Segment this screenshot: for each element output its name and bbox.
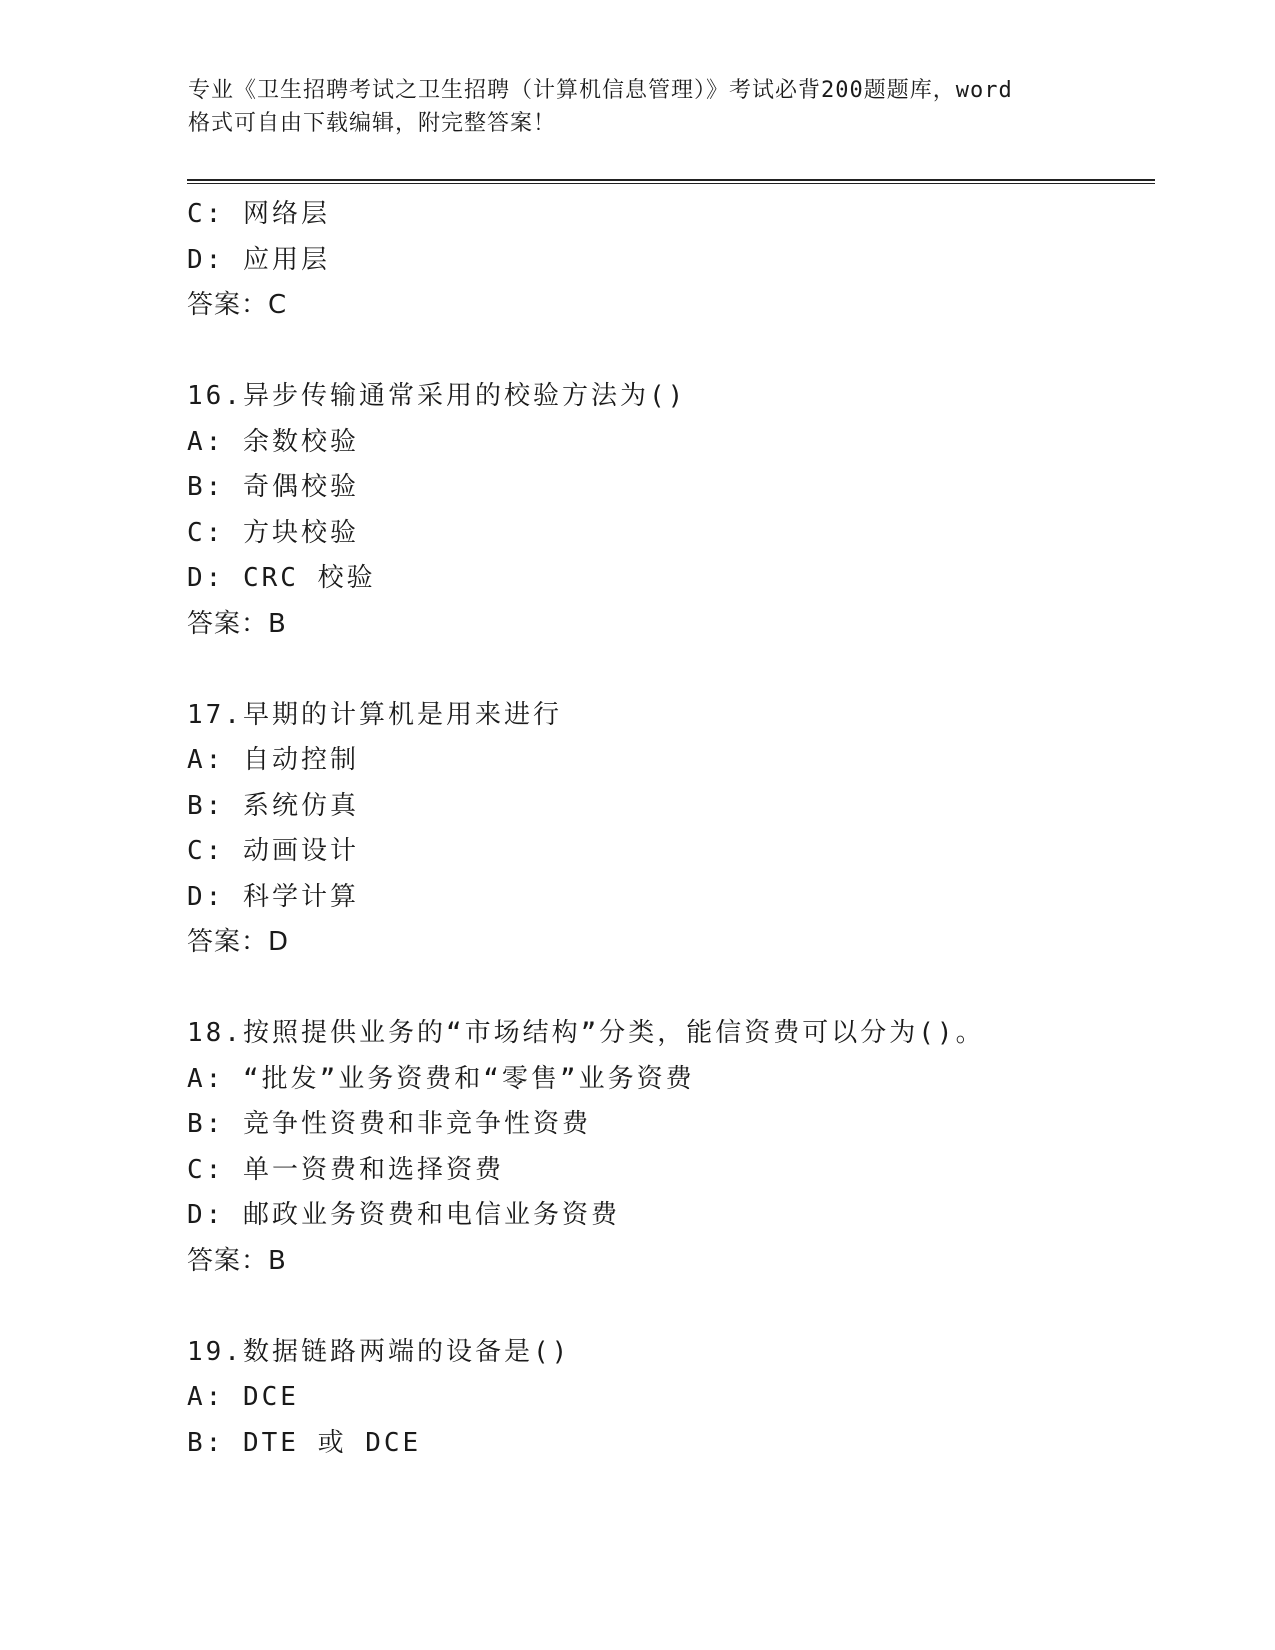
option-a: A: 自动控制	[187, 745, 359, 775]
document-header	[188, 74, 1088, 140]
header-divider-top	[187, 179, 1155, 181]
option-a: A: 余数校验	[187, 426, 359, 457]
option-a: A: DCE	[187, 1382, 299, 1412]
question-15-tail	[187, 192, 1147, 329]
option-b: B: 系统仿真	[187, 790, 359, 821]
option-b: B: 竞争性资费和非竞争性资费	[187, 1109, 591, 1139]
option-b: B: DTE 或 DCE	[187, 1427, 422, 1458]
option-c: C: 单一资费和选择资费	[187, 1154, 504, 1185]
spacer	[187, 647, 1147, 693]
option-a: A: “批发”业务资费和“零售”业务资费	[187, 1063, 695, 1094]
header-line-1: 专业《卫生招聘考试之卫生招聘（计算机信息管理）》考试必背200题题库，word	[188, 78, 1013, 103]
answer-line: 答案：B	[187, 1245, 287, 1276]
option-d: D: 邮政业务资费和电信业务资费	[187, 1200, 620, 1230]
question-stem: 18.按照提供业务的“市场结构”分类，能信资费可以分为()。	[187, 1018, 985, 1048]
answer-line: 答案：B	[187, 608, 287, 639]
answer-line: 答案：C	[187, 290, 288, 320]
question-16	[187, 374, 1147, 647]
option-c: C: 方块校验	[187, 517, 359, 548]
option-b: B: 奇偶校验	[187, 472, 359, 502]
header-line-2: 格式可自由下载编辑，附完整答案！	[188, 111, 557, 136]
header-divider-bottom	[187, 183, 1155, 184]
option-c: C: 网络层	[187, 199, 330, 229]
question-stem: 19.数据链路两端的设备是()	[187, 1336, 571, 1367]
question-stem: 16.异步传输通常采用的校验方法为()	[187, 381, 687, 411]
question-list	[187, 192, 1147, 1466]
option-c: C: 动画设计	[187, 836, 359, 866]
question-18	[187, 1011, 1147, 1284]
option-d: D: 应用层	[187, 244, 330, 275]
question-17	[187, 693, 1147, 966]
spacer	[187, 1284, 1147, 1330]
question-stem: 17.早期的计算机是用来进行	[187, 699, 562, 730]
spacer	[187, 966, 1147, 1012]
option-d: D: 科学计算	[187, 881, 359, 912]
question-19	[187, 1330, 1147, 1467]
option-d: D: CRC 校验	[187, 563, 376, 593]
spacer	[187, 329, 1147, 375]
answer-line: 答案：D	[187, 927, 290, 957]
